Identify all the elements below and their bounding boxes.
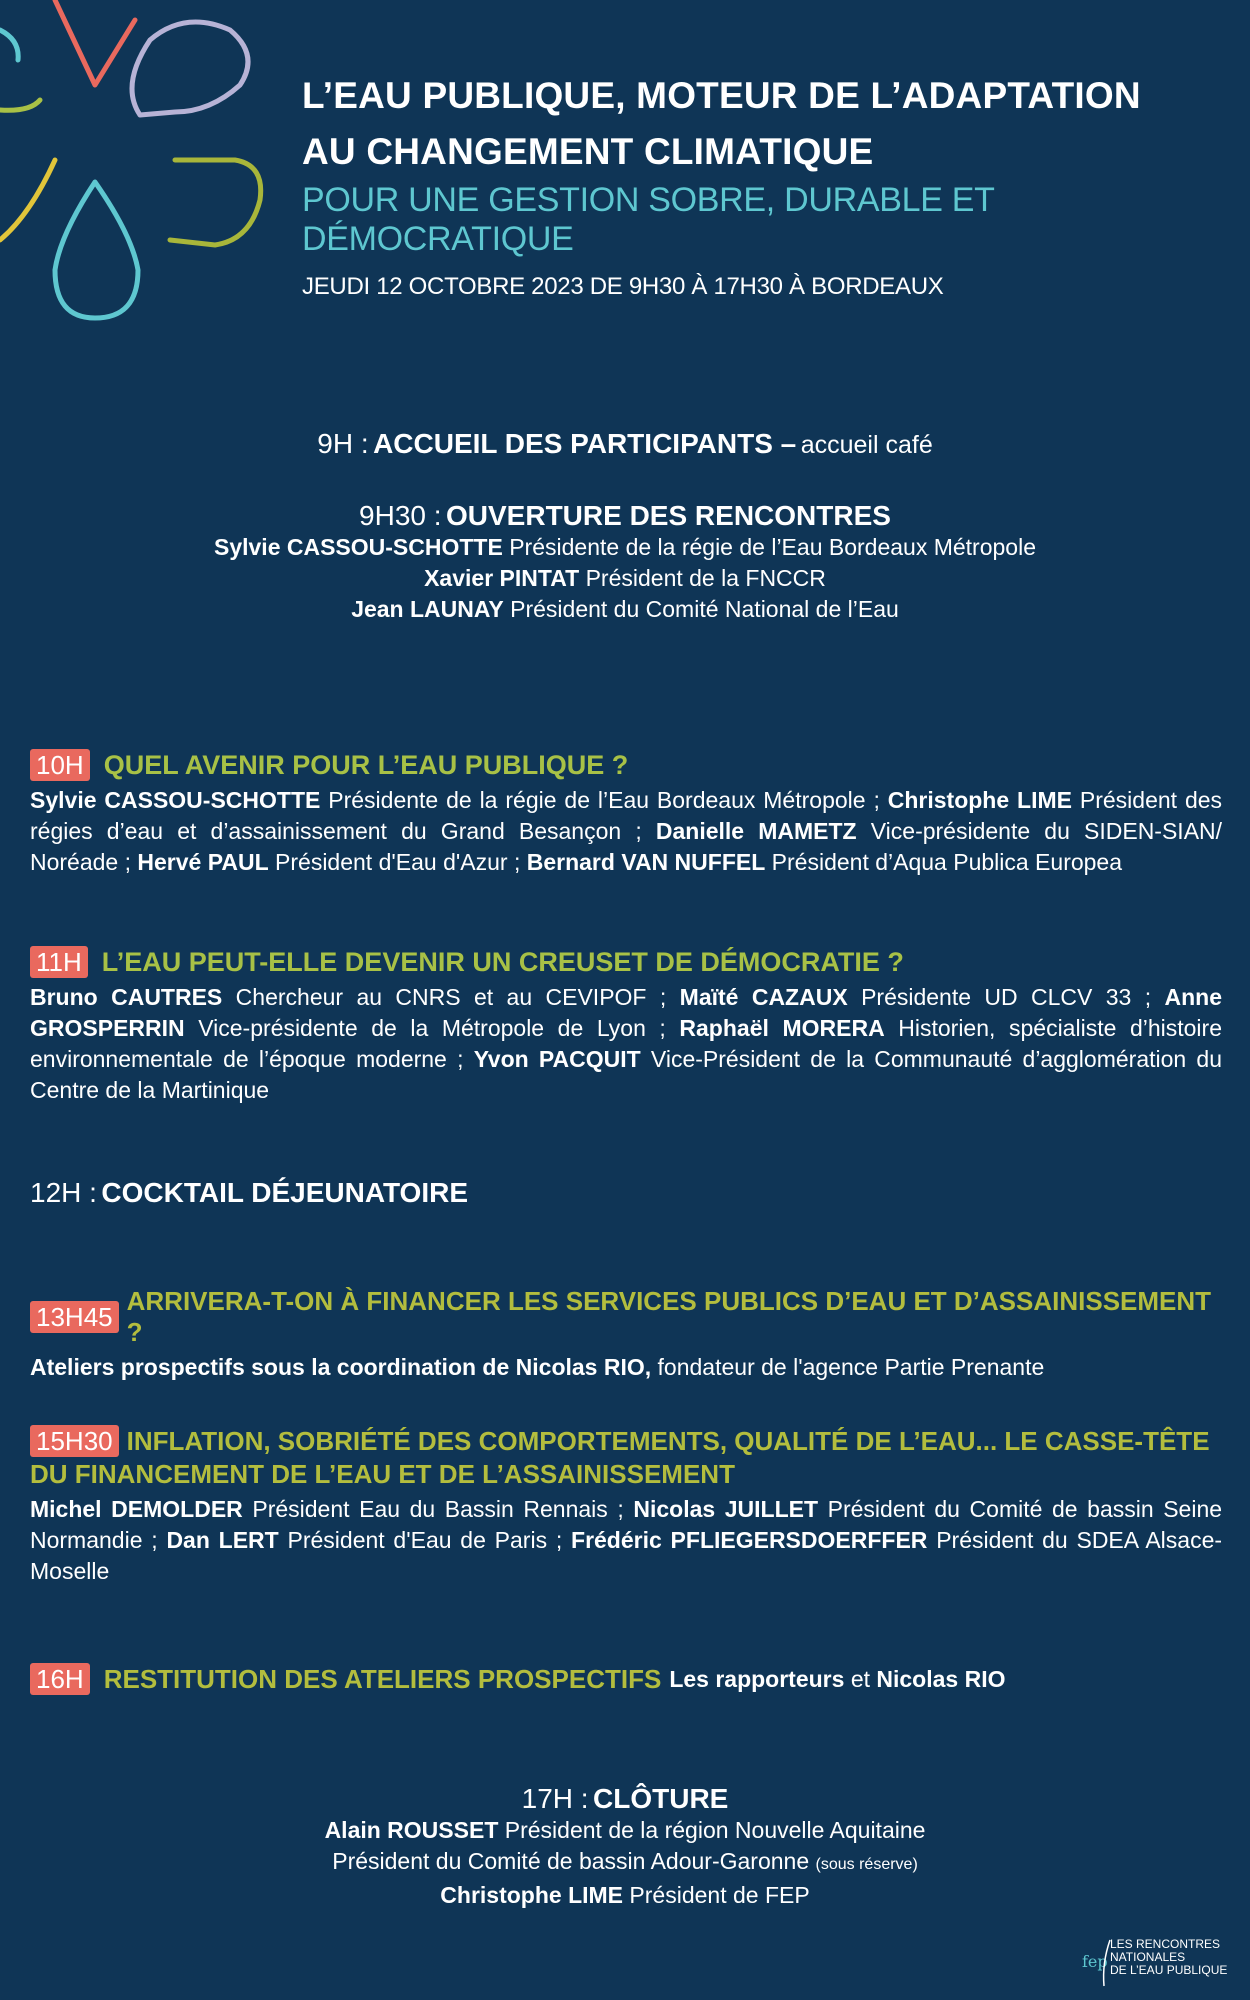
footer-line-3: DE L’EAU PUBLIQUE <box>1110 1963 1228 1977</box>
reservation-note: (sous réserve) <box>815 1856 918 1873</box>
cloture-speaker <box>0 1815 1250 1846</box>
speaker-name: Anne GROSPERRIN <box>30 984 1223 1041</box>
fep-logo-text: fep <box>1082 1952 1108 1971</box>
speaker-name: Jean LAUNAY <box>351 596 504 622</box>
title-line-2: AU CHANGEMENT CLIMATIQUE <box>302 130 874 172</box>
ouverture-block <box>0 500 1250 625</box>
session-11h <box>30 946 1222 1106</box>
session-13h45 <box>30 1286 1222 1383</box>
speaker-role: Vice-Président de la Communauté d’agglomération du Centre de la Martinique <box>30 1046 1223 1103</box>
speaker-name: Dan LERT <box>166 1527 279 1553</box>
speaker-name: Les rapporteurs <box>669 1665 845 1692</box>
speaker-name: Raphaël MORERA <box>679 1015 885 1041</box>
speaker-name: Christophe LIME <box>440 1882 624 1908</box>
speaker-name: Frédéric PFLIEGERSDOERFFER <box>571 1527 928 1553</box>
speaker-name: Bernard VAN NUFFEL <box>526 849 766 875</box>
title-line-1: L’EAU PUBLIQUE, MOTEUR DE L’ADAPTATION <box>302 75 1141 116</box>
subtitle: POUR UNE GESTION SOBRE, DURABLE ET DÉMOCRATIQUE <box>302 181 994 258</box>
event-date: JEUDI 12 OCTOBRE 2023 DE 9H30 À 17H30 À BORDEAUX <box>302 273 944 300</box>
speaker-name: Xavier PINTAT <box>424 565 580 591</box>
ouverture-speaker <box>0 594 1250 625</box>
speaker-name: Michel DEMOLDER <box>30 1496 243 1522</box>
cocktail-row <box>30 1177 1222 1209</box>
ouverture-title: OUVERTURE DES RENCONTRES <box>446 500 891 531</box>
speaker-role: Président du Comité de bassin Seine Normandie ; <box>30 1496 1223 1553</box>
session-speakers <box>30 1494 1222 1587</box>
cloture-speaker <box>0 1846 1250 1880</box>
footer-line-2: NATIONALES <box>1110 1950 1186 1964</box>
cloture-time: 17H : <box>521 1783 589 1814</box>
header <box>302 68 1232 301</box>
speaker-name: Hervé PAUL <box>137 849 269 875</box>
session-speakers <box>669 1666 1005 1693</box>
speaker-name: Nicolas JUILLET <box>633 1496 819 1522</box>
session-16h <box>30 1663 1222 1695</box>
water-logo-icon <box>0 0 270 330</box>
time-badge: 11H <box>30 946 88 978</box>
speaker-name: Alain ROUSSET <box>324 1817 499 1843</box>
ouverture-speaker <box>0 532 1250 563</box>
speaker-role: Président d'Eau d'Azur ; <box>275 849 521 875</box>
cloture-speaker <box>0 1880 1250 1911</box>
speaker-name: Yvon PACQUIT <box>473 1046 641 1072</box>
speaker-role: Président des régies d’eau et d’assainissement du Grand Besançon ; <box>30 787 1223 844</box>
speaker-role: Présidente de la régie de l’Eau Bordeaux Métropole <box>509 534 1036 560</box>
speaker-role: Président d'Eau de Paris ; <box>287 1527 563 1553</box>
speaker-role: Vice-présidente de la Métropole de Lyon ; <box>198 1015 666 1041</box>
cloture-block <box>0 1783 1250 1911</box>
session-title: L’EAU PEUT-ELLE DEVENIR UN CREUSET DE DÉMOCRATIE ? <box>101 946 904 977</box>
time-badge: 15H30 <box>30 1425 119 1457</box>
accueil-note: accueil café <box>800 431 933 459</box>
time-badge: 13H45 <box>30 1301 119 1333</box>
time-badge: 10H <box>30 749 90 781</box>
cocktail-title: COCKTAIL DÉJEUNATOIRE <box>101 1177 469 1208</box>
accueil-row <box>0 428 1250 460</box>
footer-line-1: LES RENCONTRES <box>1110 1937 1221 1951</box>
cloture-title: CLÔTURE <box>593 1783 729 1814</box>
session-title: RESTITUTION DES ATELIERS PROSPECTIFS <box>103 1663 662 1694</box>
speaker-role: Président de la FNCCR <box>585 565 826 591</box>
speaker-role: Président du Comité de bassin Adour-Garonne <box>332 1848 810 1874</box>
speaker-role: Présidente de la régie de l’Eau Bordeaux Métropole ; <box>328 787 880 813</box>
footer-title <box>1110 1938 1227 1977</box>
session-coordination: Ateliers prospectifs sous la coordination de Nicolas RIO, <box>30 1354 652 1380</box>
session-15h30 <box>30 1425 1222 1587</box>
session-title: ARRIVERA-T-ON À FINANCER LES SERVICES PUBLICS D’EAU ET D’ASSAINISSEMENT ? <box>126 1286 1212 1347</box>
accueil-time: 9H : <box>317 428 369 459</box>
page-title <box>302 68 1232 179</box>
session-10h <box>30 749 1222 878</box>
speaker-role: Président du Comité National de l’Eau <box>510 596 899 622</box>
session-speakers <box>30 982 1222 1106</box>
conjunction: et <box>850 1665 870 1692</box>
ouverture-time: 9H30 : <box>359 500 442 531</box>
session-speakers <box>30 785 1222 878</box>
speaker-role: Présidente UD CLCV 33 ; <box>861 984 1152 1010</box>
speaker-name: Sylvie CASSOU-SCHOTTE <box>30 787 321 813</box>
speaker-name: Bruno CAUTRES <box>30 984 223 1010</box>
accueil-title: ACCUEIL DES PARTICIPANTS – <box>373 428 797 459</box>
session-title-line-2: DU FINANCEMENT DE L’EAU ET DE L’ASSAINISSEMENT <box>30 1459 735 1489</box>
speaker-role: Chercheur au CNRS et au CEVIPOF ; <box>235 984 667 1010</box>
speaker-role: Président d’Aqua Publica Europea <box>771 849 1123 875</box>
speaker-name: Sylvie CASSOU-SCHOTTE <box>213 534 503 560</box>
session-title-line-1: INFLATION, SOBRIÉTÉ DES COMPORTEMENTS, QUALITÉ DE L’EAU... LE CASSE-TÊTE <box>126 1425 1210 1456</box>
cocktail-time: 12H : <box>30 1177 97 1208</box>
speaker-role: Président du SDEA Alsace-Moselle <box>30 1527 1223 1584</box>
speaker-name: Maïté CAZAUX <box>679 984 848 1010</box>
speaker-name: Danielle MAMETZ <box>655 818 857 844</box>
session-speakers <box>30 1352 1222 1383</box>
speaker-role: Historien, spécialiste d’histoire environnementale de l’époque moderne ; <box>30 1015 1222 1072</box>
speaker-role: Président Eau du Bassin Rennais ; <box>252 1496 624 1522</box>
session-title: QUEL AVENIR POUR L’EAU PUBLIQUE ? <box>103 749 629 780</box>
ouverture-speaker <box>0 563 1250 594</box>
speaker-role: Président de FEP <box>629 1882 810 1908</box>
time-badge: 16H <box>30 1663 90 1695</box>
speaker-role: Président de la région Nouvelle Aquitaine <box>504 1817 926 1843</box>
speaker-role: Vice-présidente du SIDEN-SIAN/ Noréade ; <box>30 818 1223 875</box>
speaker-name: Christophe LIME <box>887 787 1072 813</box>
speaker-role: fondateur de l'agence Partie Prenante <box>657 1354 1045 1380</box>
speaker-name: Nicolas RIO <box>876 1665 1006 1692</box>
